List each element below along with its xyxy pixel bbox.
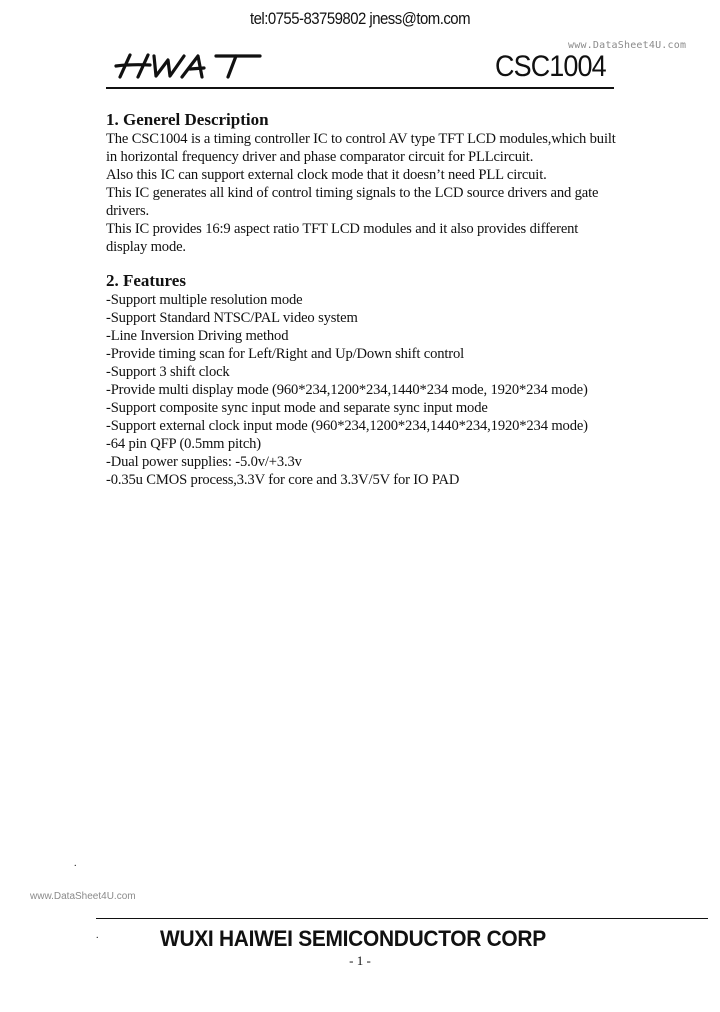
feature-item: -64 pin QFP (0.5mm pitch) — [106, 436, 262, 452]
footer-divider — [96, 918, 708, 919]
watermark-bottom: www.DataSheet4U.com — [30, 891, 136, 902]
feature-item: -Provide timing scan for Left/Right and Up/Down shift control — [106, 346, 465, 362]
description-line: Also this IC can support external clock mode that it doesn’t need PLL circuit. — [106, 167, 547, 183]
feature-item: -Support multiple resolution mode — [106, 292, 303, 308]
description-line: This IC provides 16:9 aspect ratio TFT LCD modules and it also provides different — [106, 221, 579, 237]
description-line: display mode. — [106, 239, 186, 255]
feature-item: -Support Standard NTSC/PAL video system — [106, 310, 358, 326]
description-line: This IC generates all kind of control timing signals to the LCD source drivers and gate — [106, 185, 599, 201]
contact-info: tel:0755-83759802 jness@tom.com — [249, 9, 471, 28]
feature-item: -Support external clock input mode (960*234,1200*234,1440*234,1920*234 mode) — [106, 418, 588, 434]
feature-item: -Support 3 shift clock — [106, 364, 230, 380]
watermark-top: www.DataSheet4U.com — [568, 40, 687, 51]
section-heading-description: 1. Generel Description — [106, 110, 269, 129]
feature-item: -Dual power supplies: -5.0v/+3.3v — [106, 454, 302, 470]
features-list — [106, 291, 618, 489]
description-line: drivers. — [106, 203, 149, 219]
feature-item: -Line Inversion Driving method — [106, 328, 289, 344]
feature-item: -Support composite sync input mode and separate sync input mode — [106, 400, 488, 416]
stray-dot: . — [96, 930, 99, 941]
section-heading-features: 2. Features — [106, 271, 186, 290]
description-line: in horizontal frequency driver and phase comparator circuit for PLLcircuit. — [106, 149, 534, 165]
page-number: - 1 - — [349, 953, 371, 968]
stray-dot: . — [74, 858, 77, 869]
company-name: WUXI HAIWEI SEMICONDUCTOR CORP — [160, 926, 546, 951]
header-divider — [106, 87, 614, 89]
feature-item: -0.35u CMOS process,3.3V for core and 3.3V/5V for IO PAD — [106, 472, 460, 488]
description-line: The CSC1004 is a timing controller IC to control AV type TFT LCD modules,which built — [106, 131, 616, 147]
part-number: CSC1004 — [495, 50, 606, 83]
feature-item: -Provide multi display mode (960*234,1200*234,1440*234 mode, 1920*234 mode) — [106, 382, 588, 398]
company-logo — [110, 52, 270, 80]
logo-graphic — [110, 52, 270, 80]
description-paragraph — [106, 130, 618, 256]
